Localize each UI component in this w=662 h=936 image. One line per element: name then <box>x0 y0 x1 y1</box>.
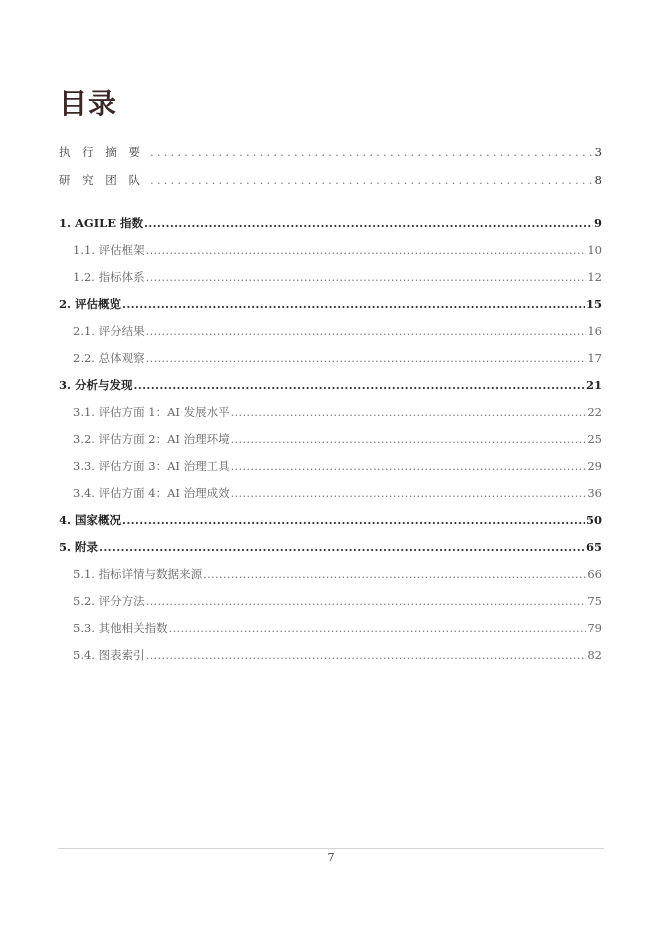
toc-entry-label: 5. 附录 <box>59 540 99 554</box>
dot-leader <box>169 621 587 635</box>
toc-entry-5-4[interactable] <box>59 647 602 674</box>
toc-entry-label: 2. 评估概览 <box>59 297 122 311</box>
toc-entry-label: 3.1. 评估方面 1：AI 发展水平 <box>73 405 230 419</box>
toc-entry-page: 25 <box>587 432 602 446</box>
table-of-contents <box>59 144 602 674</box>
toc-entry-page: 66 <box>587 567 602 581</box>
dot-leader <box>99 540 585 554</box>
toc-entry-3-2[interactable] <box>59 431 602 458</box>
dot-leader <box>146 648 587 662</box>
dot-leader <box>231 405 587 419</box>
dot-leader <box>146 594 587 608</box>
dot-leader <box>146 243 587 257</box>
toc-entry-label: 5.4. 图表索引 <box>73 648 145 662</box>
toc-entry-5-2[interactable] <box>59 593 602 620</box>
toc-entry-page: 8 <box>594 173 602 187</box>
toc-entry-page: 16 <box>587 324 602 338</box>
toc-entry-chapter-1[interactable] <box>59 215 602 242</box>
toc-entry-page: 29 <box>587 459 602 473</box>
toc-entry-label: 1.1. 评估框架 <box>73 243 145 257</box>
dot-leader <box>150 173 594 187</box>
toc-entry-1-2[interactable] <box>59 269 602 296</box>
page-number: 7 <box>327 851 335 864</box>
toc-entry-3-1[interactable] <box>59 404 602 431</box>
dot-leader <box>146 270 587 284</box>
dot-leader <box>231 486 587 500</box>
toc-entry-2-1[interactable] <box>59 323 602 350</box>
toc-entry-3-4[interactable] <box>59 485 602 512</box>
toc-entry-page: 17 <box>587 351 602 365</box>
toc-entry-chapter-2[interactable] <box>59 296 602 323</box>
toc-entry-chapter-4[interactable] <box>59 512 602 539</box>
dot-leader <box>231 432 587 446</box>
toc-entry-page: 12 <box>587 270 602 284</box>
toc-entry-label: 4. 国家概况 <box>59 513 122 527</box>
toc-entry-page: 9 <box>593 216 602 230</box>
toc-entry-label: 5.2. 评分方法 <box>73 594 145 608</box>
toc-entry-research-team[interactable] <box>59 172 602 200</box>
toc-entry-label: 2.1. 评分结果 <box>73 324 145 338</box>
toc-entry-label: 研 究 团 队 <box>59 173 144 187</box>
toc-entry-page: 22 <box>587 405 602 419</box>
toc-entry-label: 3.4. 评估方面 4：AI 治理成效 <box>73 486 230 500</box>
dot-leader <box>231 459 587 473</box>
toc-entry-executive-summary[interactable] <box>59 144 602 172</box>
page-title: 目录 <box>59 87 118 120</box>
dot-leader <box>144 216 593 230</box>
toc-entry-label: 5.1. 指标详情与数据来源 <box>73 567 203 581</box>
section-spacer <box>59 200 602 215</box>
toc-entry-1-1[interactable] <box>59 242 602 269</box>
toc-entry-page: 50 <box>585 513 602 527</box>
footer-divider <box>58 848 604 849</box>
toc-entry-2-2[interactable] <box>59 350 602 377</box>
toc-entry-label: 1. AGILE 指数 <box>59 216 143 230</box>
toc-entry-page: 65 <box>585 540 602 554</box>
dot-leader <box>203 567 586 581</box>
dot-leader <box>122 297 585 311</box>
dot-leader <box>146 324 587 338</box>
toc-entry-page: 79 <box>587 621 602 635</box>
dot-leader <box>134 378 585 392</box>
toc-entry-page: 3 <box>594 145 602 159</box>
toc-entry-page: 36 <box>587 486 602 500</box>
toc-entry-page: 82 <box>587 648 602 662</box>
toc-entry-label: 1.2. 指标体系 <box>73 270 145 284</box>
toc-entry-5-3[interactable] <box>59 620 602 647</box>
toc-entry-page: 15 <box>585 297 602 311</box>
toc-entry-label: 3.2. 评估方面 2：AI 治理环境 <box>73 432 230 446</box>
toc-entry-label: 执 行 摘 要 <box>59 145 144 159</box>
toc-entry-page: 75 <box>587 594 602 608</box>
toc-entry-3-3[interactable] <box>59 458 602 485</box>
dot-leader <box>146 351 587 365</box>
toc-entry-label: 5.3. 其他相关指数 <box>73 621 168 635</box>
toc-entry-chapter-3[interactable] <box>59 377 602 404</box>
toc-entry-label: 3. 分析与发现 <box>59 378 133 392</box>
dot-leader <box>122 513 585 527</box>
toc-entry-label: 3.3. 评估方面 3：AI 治理工具 <box>73 459 230 473</box>
toc-entry-chapter-5[interactable] <box>59 539 602 566</box>
toc-entry-page: 10 <box>587 243 602 257</box>
toc-entry-page: 21 <box>585 378 602 392</box>
toc-entry-5-1[interactable] <box>59 566 602 593</box>
toc-entry-label: 2.2. 总体观察 <box>73 351 145 365</box>
dot-leader <box>150 145 594 159</box>
